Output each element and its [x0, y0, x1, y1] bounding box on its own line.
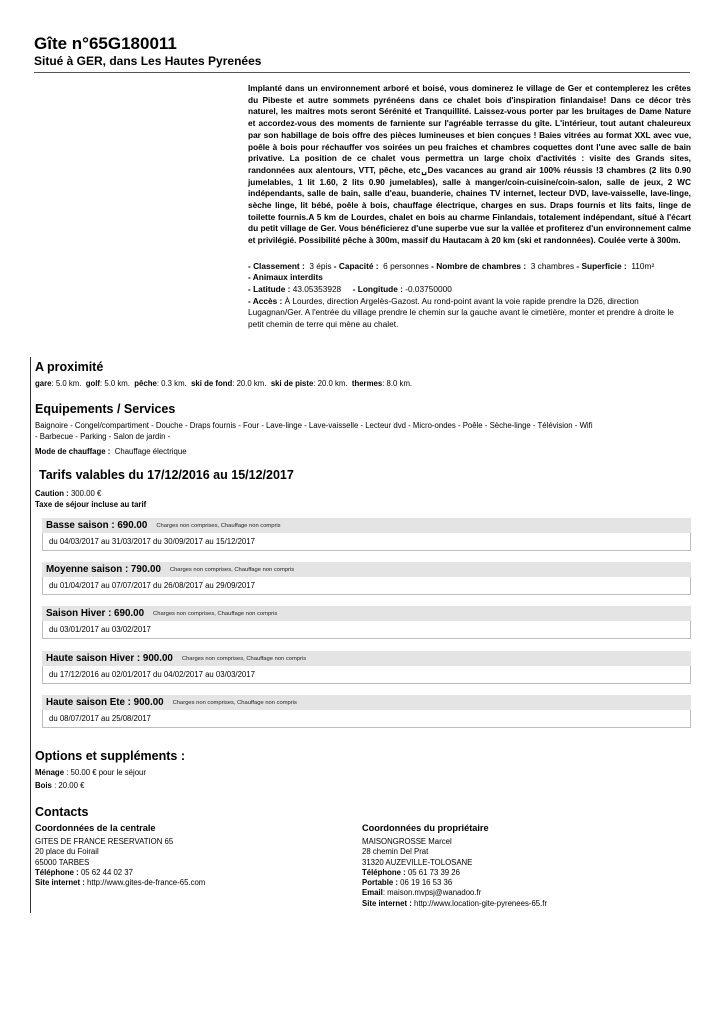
season-name: Basse saison : 690.00 — [46, 520, 148, 531]
chauffage-value: Chauffage électrique — [114, 447, 187, 456]
centrale-web-label: Site internet : — [35, 878, 85, 888]
season-header — [42, 518, 691, 533]
tarifs-title: Tarifs valables du 17/12/2016 au 15/12/2017 — [39, 468, 294, 482]
proximite-value-gare: : 5.0 km. — [51, 379, 82, 388]
classement-label: - Classement : — [248, 260, 305, 271]
proprietaire-tel-value: 05 61 73 39 26 — [407, 867, 460, 877]
season-name: Haute saison Hiver : 900.00 — [46, 653, 173, 664]
options-title: Options et suppléments : — [35, 749, 186, 763]
header-divider — [34, 72, 690, 73]
proprietaire-tel — [362, 868, 547, 878]
page-subtitle: Situé à GER, dans Les Hautes Pyrenées — [34, 54, 262, 68]
centrale-web-link[interactable]: http://www.gites-de-france-65.com — [87, 878, 206, 888]
contact-proprietaire — [362, 823, 547, 909]
contacts-title: Contacts — [35, 805, 89, 819]
chauffage-label: Mode de chauffage : — [35, 447, 111, 456]
chambres-value: 3 chambres — [530, 260, 575, 271]
season-dates: du 03/01/2017 au 03/02/2017 — [42, 621, 691, 639]
season-hiver — [42, 606, 691, 639]
season-note: Charges non comprises, Chauffage non compris — [153, 610, 278, 617]
caution-value: 300.00 € — [70, 489, 102, 498]
season-header — [42, 562, 691, 577]
caution-label: Caution : — [35, 489, 69, 498]
season-dates: du 01/04/2017 au 07/07/2017 du 26/08/2017 au 29/09/2017 — [42, 577, 691, 595]
superficie-value: 110m² — [631, 260, 655, 271]
centrale-tel-label: Téléphone : — [35, 867, 79, 877]
page-title: Gîte n°65G180011 — [34, 34, 177, 53]
proprietaire-tel-label: Téléphone : — [362, 867, 406, 877]
season-note: Charges non comprises, Chauffage non compris — [172, 699, 297, 706]
superficie-label: - Superficie : — [576, 260, 627, 271]
latitude-label: - Latitude : — [248, 284, 291, 295]
proprietaire-email-label: Email — [362, 888, 383, 898]
season-dates: du 04/03/2017 au 31/03/2017 du 30/09/2017 au 15/12/2017 — [42, 533, 691, 551]
proximite-label-golf: golf — [85, 379, 101, 388]
taxe-text: Taxe de séjour incluse au tarif — [35, 500, 147, 509]
contact-centrale — [35, 823, 205, 888]
longitude-value: -0.03750000 — [405, 284, 452, 295]
proprietaire-email — [362, 888, 547, 898]
bois-line — [35, 780, 84, 791]
menage-line — [35, 767, 146, 778]
proximite-label-ski-piste: ski de piste — [270, 379, 314, 388]
season-name: Moyenne saison : 790.00 — [46, 564, 161, 575]
centrale-tel-value: 05 62 44 02 37 — [80, 867, 133, 877]
proprietaire-title: Coordonnées du propriétaire — [362, 823, 489, 833]
facts-list — [248, 261, 691, 331]
menage-label: Ménage — [35, 768, 65, 777]
acces-label: - Accès : — [248, 295, 283, 306]
season-note: Charges non comprises, Chauffage non compris — [181, 655, 307, 662]
proprietaire-portable — [362, 878, 547, 888]
proximite-label-gare: gare — [35, 379, 52, 388]
season-note: Charges non comprises, Chauffage non compris — [156, 522, 281, 529]
proximite-value-ski-piste: : 20.0 km. — [313, 379, 348, 388]
proximite-value-golf: : 5.0 km. — [100, 379, 130, 388]
centrale-title: Coordonnées de la centrale — [35, 823, 156, 833]
season-header — [42, 651, 691, 666]
bois-label: Bois — [35, 781, 52, 790]
menage-value: : 50.00 € pour le séjour — [66, 768, 146, 777]
season-moyenne — [42, 562, 691, 595]
animaux-text: - Animaux interdits — [248, 272, 323, 283]
season-name: Haute saison Ete : 900.00 — [46, 697, 164, 708]
acces-line — [248, 296, 691, 331]
proximite-list — [35, 378, 675, 389]
season-haute-hiver — [42, 651, 691, 684]
caution-block — [35, 488, 146, 510]
proximite-value-thermes: : 8.0 km. — [382, 379, 413, 388]
proprietaire-email-link[interactable]: : maison.mvpsj@wanadoo.fr — [382, 888, 482, 898]
capacite-value: 6 personnes — [383, 260, 429, 271]
proximite-title: A proximité — [35, 360, 104, 374]
equipements-title: Equipements / Services — [35, 402, 176, 416]
centrale-city: 65000 TARBES — [35, 857, 90, 867]
season-dates: du 08/07/2017 au 25/08/2017 — [42, 710, 691, 728]
centrale-name: GITES DE FRANCE RESERVATION 65 — [35, 837, 174, 846]
season-header — [42, 606, 691, 621]
left-margin-rule — [30, 357, 31, 913]
proprietaire-portable-label: Portable : — [362, 878, 398, 888]
description-text: Implanté dans un environnement arboré et boisé, vous dominerez le village de Ger et contemplerez les crêtes du Pibeste et autre sommets pyrénéens dans ce chalet bois d'inspiration finlandaise! Dans ce décor très naturel, les maitres mots seront Sérénité et Tranquillité. Laissez-vous porter par les bruitages de Dame Nature et accordez-vous des moments de farniente sur l'agréable terrasse du gîte. L'intérieur, tout autant chaleureux par son habillage de bois offre des pièces lumineuses et bien conçues ! Baies vitrées au format XXL avec vue, poêle à bois pour réchauffer vos soirées un peu fraiches et chambres coquettes dont l'une avec salle de bain privative. La position de ce chalet vous permettra un large choix d'activités : visite des Grands sites, randonnées aux alentours, VTT, pêche, etc␣Des vacances au grand air 100% réussis !3 chambres (2 lits 0.90 jumelables, 1 lit 1.60, 2 lits 0.90 jumelables), salle à manger/coin-cuisine/coin-salon, salle de jeux, 2 WC indépendants, salle de bain, salle d'eau, buanderie, chaines TV internet, lecteur DVD, lave-vaisselle, lave-linge, sèche linge, lit bébé, poêle à bois, chauffage électrique, charges en sus. Draps fournis et lits faits, linge de toilette fournis.A 5 km de Lourdes, chalet en bois au charme Finlandais, totalement indépendant, situé à l'écart du petit village de Ger. Vous bénéficierez d'une superbe vue sur la vallée et profiterez d'un environnement calme et privilégié. Possibilité pêche à 300m, massif du Hautacam à 20 km (ski et randonnées). Coulée verte à 300m. — [248, 83, 691, 246]
classement-value: 3 épis — [309, 260, 332, 271]
description-block — [248, 83, 691, 330]
proprietaire-city: 31320 AUZEVILLE-TOLOSANE — [362, 857, 473, 867]
season-basse — [42, 518, 691, 551]
longitude-label: - Longitude : — [352, 284, 403, 295]
bois-value: : 20.00 € — [54, 781, 85, 790]
proximite-label-ski-fond: ski de fond — [191, 379, 233, 388]
proprietaire-web — [362, 899, 547, 909]
chauffage-line — [35, 446, 187, 457]
acces-value: À Lourdes, direction Argelès-Gazost. Au rond-point avant la voie rapide prendre la D26, direction Lugagnan/Ger. A l'entrée du village prendre le chemin sur la gauche avant le cimetière, monter et prendre à droite le petit chemin de terre qui mène au chalet. — [248, 295, 674, 329]
proprietaire-web-label: Site internet : — [362, 898, 412, 908]
season-header — [42, 695, 691, 710]
proximite-label-peche: pêche — [134, 379, 157, 388]
proprietaire-web-link[interactable]: http://www.location-gite-pyrenees-65.fr — [414, 898, 548, 908]
centrale-tel — [35, 868, 205, 878]
proprietaire-portable-value: 06 19 16 53 36 — [400, 878, 453, 888]
animaux-line — [248, 272, 691, 284]
facts-line-1 — [248, 261, 691, 273]
season-haute-ete — [42, 695, 691, 728]
chambres-label: - Nombre de chambres : — [431, 260, 527, 271]
capacite-label: - Capacité : — [333, 260, 379, 271]
centrale-street: 20 place du Foirail — [35, 847, 99, 857]
equipements-list: Baignoire - Congel/compartiment - Douche - Draps fournis - Four - Lave-linge - Lave-vaisselle - Lecteur dvd - Micro-ondes - Poêle - Sèche-linge - Télévision - Wifi - Barbecue - Parking - Salon de jardin - — [35, 421, 593, 441]
proximite-label-thermes: thermes — [351, 379, 383, 388]
centrale-web — [35, 878, 205, 888]
season-name: Saison Hiver : 690.00 — [46, 608, 145, 619]
latitude-value: 43.05353928 — [292, 284, 342, 295]
coords-line — [248, 284, 691, 296]
proximite-value-ski-fond: : 20.0 km. — [232, 379, 267, 388]
proprietaire-street: 28 chemin Del Prat — [362, 847, 429, 857]
season-dates: du 17/12/2016 au 02/01/2017 du 04/02/2017 au 03/03/2017 — [42, 666, 691, 684]
proximite-value-peche: : 0.3 km. — [156, 379, 187, 388]
proprietaire-name: MAISONGROSSE Marcel — [362, 837, 452, 846]
season-note: Charges non comprises, Chauffage non compris — [169, 566, 295, 573]
